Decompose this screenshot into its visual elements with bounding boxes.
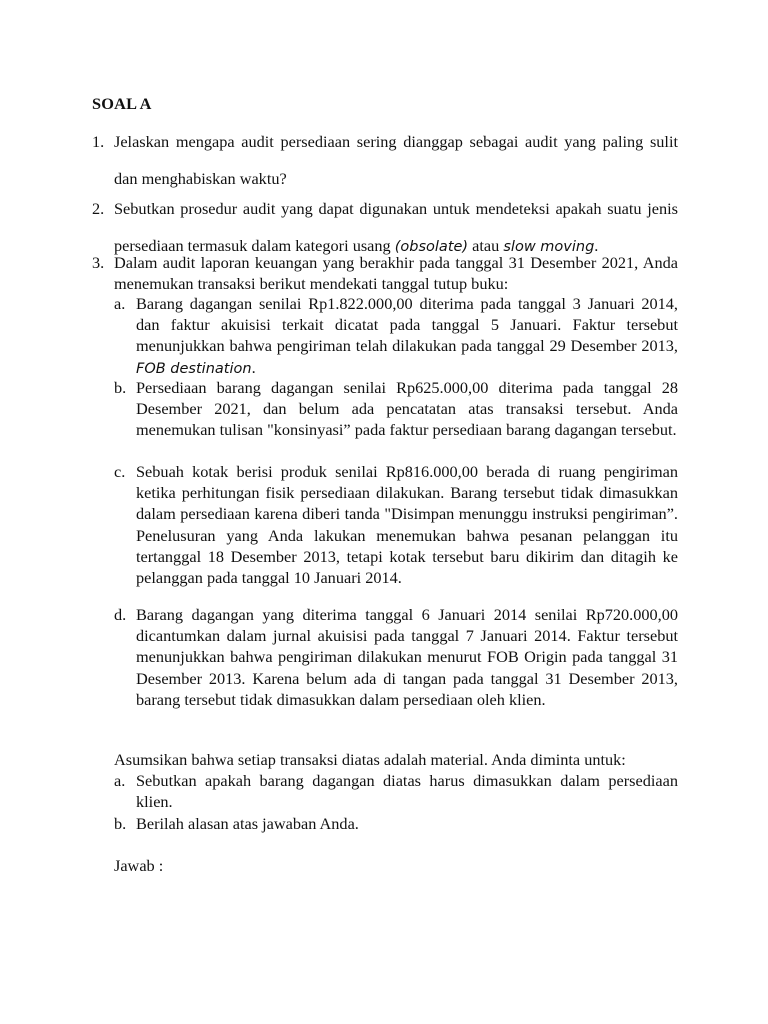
question-text: Jelaskan mengapa audit persediaan sering dianggap sebagai audit yang paling sulit dan menghabiskan waktu? <box>114 132 678 188</box>
item-text: Barang dagangan yang diterima tanggal 6 Januari 2014 senilai Rp720.000,00 dicantumkan dalam jurnal akuisisi pada tanggal 7 Januari 2014. Faktur tersebut menunjukkan bahwa pengiriman dilakukan menurut FOB Origin pada tanggal 31 Desember 2013. Karena belum ada di tangan pada tanggal 31 Desember 2013, barang tersebut tidak dimasukkan dalam persediaan oleh klien. <box>136 605 678 709</box>
item-letter: a. <box>114 771 126 790</box>
transaction-item-d <box>114 604 678 710</box>
answer-label: Jawab : <box>114 856 164 875</box>
question-number: 2. <box>92 199 105 218</box>
question-text: Dalam audit laporan keuangan yang berakhir pada tanggal 31 Desember 2021, Anda menemukan transaksi berikut mendekati tanggal tutup buku: <box>114 253 678 293</box>
item-letter: c. <box>114 462 126 481</box>
question-text: Sebutkan prosedur audit yang dapat digunakan untuk mendeteksi apakah suatu jenis persediaan termasuk dalam kategori usang (obsolate) atau slow moving. <box>114 199 678 255</box>
italic-term-obsolate: (obsolate) <box>394 239 469 255</box>
assumption-paragraph: Asumsikan bahwa setiap transaksi diatas adalah material. Anda diminta untuk: <box>114 750 626 769</box>
item-letter: b. <box>114 378 127 397</box>
italic-term-slow-moving: slow moving <box>503 239 595 255</box>
item-text: Sebuah kotak berisi produk senilai Rp816.000,00 berada di ruang pengiriman ketika perhitungan fisik persediaan dilakukan. Barang tersebut tidak dimasukkan dalam persediaan karena diberi tanda "Disimpan menunggu instruksi pengiriman”. Penelusuran yang Anda lakukan menemukan bahwa pesanan pelanggan itu tertanggal 18 Desember 2013, tetapi kotak tersebut baru dikirim dan ditagih ke pelanggan pada tanggal 10 Januari 2014. <box>136 462 678 588</box>
page-title: SOAL A <box>92 94 152 113</box>
item-text: Berilah alasan atas jawaban Anda. <box>136 814 359 833</box>
item-letter: a. <box>114 294 126 313</box>
item-text: Sebutkan apakah barang dagangan diatas harus dimasukkan dalam persediaan klien. <box>136 771 678 812</box>
question-number: 3. <box>92 253 105 272</box>
instruction-item-b <box>114 813 678 834</box>
transaction-item-b <box>114 377 678 441</box>
question-1 <box>92 123 678 197</box>
transaction-item-c <box>114 461 678 588</box>
question-3 <box>92 252 678 294</box>
question-number: 1. <box>92 132 105 151</box>
transaction-item-a <box>114 293 678 380</box>
item-text: Barang dagangan senilai Rp1.822.000,00 diterima pada tanggal 3 Januari 2014, dan faktur akuisisi terkait dicatat pada tanggal 5 Januari. Faktur tersebut menunjukkan bahwa pengiriman telah dilakukan pada tanggal 29 Desember 2013, FOB destination. <box>136 294 678 377</box>
item-letter: d. <box>114 605 127 624</box>
instruction-item-a <box>114 770 678 812</box>
item-letter: b. <box>114 814 127 833</box>
italic-term-fob-destination: FOB destination <box>136 360 252 377</box>
item-text: Persediaan barang dagangan senilai Rp625.000,00 diterima pada tanggal 28 Desember 2021, dan belum ada pencatatan atas transaksi tersebut. Anda menemukan tulisan "konsinyasi” pada faktur persediaan barang dagangan tersebut. <box>136 378 678 440</box>
